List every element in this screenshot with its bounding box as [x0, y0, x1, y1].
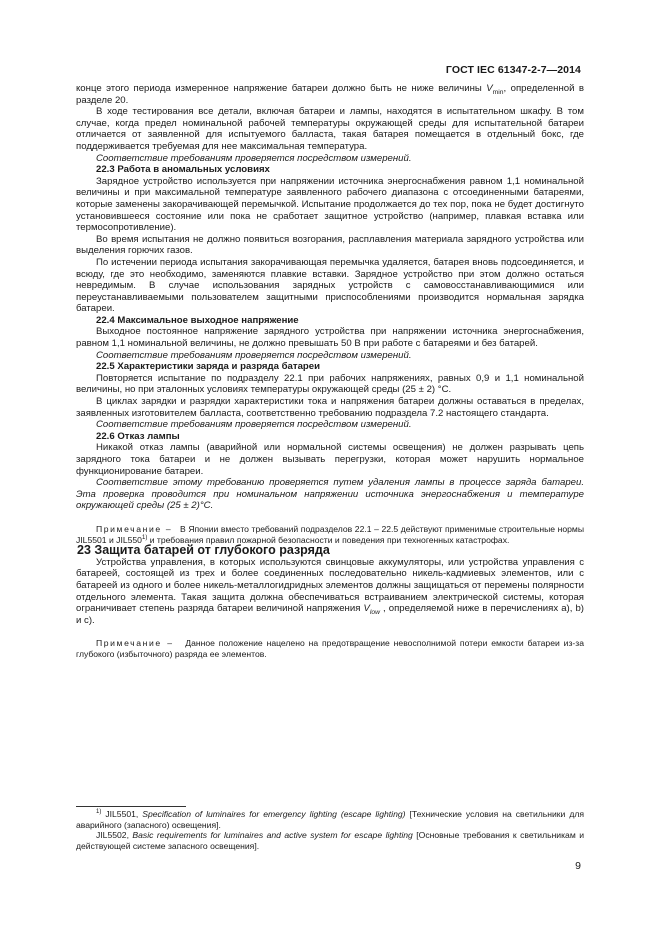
section-22-6-title: 22.6 Отказ лампы [96, 430, 180, 442]
section-22-3-title: 22.3 Работа в аномальных условиях [96, 164, 270, 176]
section-22-3-para-2: Во время испытания не должно появиться возгорания, расплавления материала зарядного устройства или выделения горючих газов. [76, 233, 584, 257]
section-22-5-para-2: В циклах зарядки и разрядки характеристики тока и напряжения батареи должны оставаться в пределах, заявленных изготовителем балласта, соответственно требованию подраздела 7.2 настоящего стандарта. [76, 396, 584, 419]
compliance-note: Соответствие требованиям проверяется посредством измерений. [96, 152, 412, 164]
document-body [76, 83, 584, 660]
section-23-heading: 23 Защита батарей от глубокого разряда [77, 543, 330, 558]
paragraph-test-cabinet: В ходе тестирования все детали, включая батареи и лампы, находятся в испытательном шкафу. В том случае, когда предел номинальной рабочей температуры окружающей среды для испытательной батареи отличается от заявленной для испытуемого балласта, такая батарея помещается в отдельный бокс, где поддерживается требуемая для нее максимальная температура. [76, 106, 584, 152]
note-deep-discharge: Примечание – Данное положение нацелено на предотвращение невосполнимой потери емкости батареи из-за глубокого (избыточного) разряда ее элементов. [76, 638, 584, 659]
footnotes [76, 809, 584, 851]
footnote-divider [76, 806, 186, 807]
section-22-4-title: 22.4 Максимальное выходное напряжение [96, 314, 299, 326]
footnote-2: JIL5502, Basic requirements for luminaires and active system for escape lighting [Основные требования к светильникам и действующей системе запасного освещения]. [76, 830, 584, 851]
paragraph-continuation: конце этого периода измеренное напряжение батареи должно быть не ниже величины $V_{min}$, определенной в разделе 20. [76, 83, 584, 106]
section-22-4-compliance: Соответствие требованиям проверяется посредством измерений. [96, 349, 412, 361]
page-number: 9 [575, 860, 581, 872]
section-22-4-para-1: Выходное постоянное напряжение зарядного устройства при напряжении источника энергоснабжения, равном 1,1 номинальной величины, не должно превышать 50 В при работе с батареями и без батарей. [76, 326, 584, 350]
section-22-5-title: 22.5 Характеристики заряда и разряда батареи [96, 361, 321, 373]
section-22-5-para-1: Повторяется испытание по подразделу 22.1 при рабочих напряжениях, равных 0,9 и 1,1 номинальной величины, но при эталонных условиях температуры окружающей среды (25 ± 2) °С. [76, 372, 584, 396]
section-22-6-compliance: Соответствие этому требованию проверяется путем удаления лампы в процессе заряда батареи. Эта проверка проводится при номинальном напряжении источника энергоснабжения и температуре окружающей среды (25 ± 2)°С. [76, 477, 584, 512]
footnote-1: $^{1)}$ JIL5501, Specification of luminaires for emergency lighting (escape lighting) [Технические условия на светильники для аварийного (запасного) освещения]. [76, 809, 584, 830]
section-22-5-compliance: Соответствие требованиям проверяется посредством измерений. [96, 419, 412, 431]
note-japan: Примечание – В Японии вместо требований подразделов 22.1 – 22.5 действуют применимые строительные нормы JIL5501 и JIL550$^{1)}$ и требования правил пожарной безопасности и поведения при техногенных катастрофах. [76, 523, 584, 545]
standard-code-header: ГОСТ IEC 61347-2-7—2014 [445, 64, 581, 76]
section-22-6-para-1: Никакой отказ лампы (аварийной или нормальной системы освещения) не должен разрывать цепь зарядного тока батареи и не должен вызывать перегрузки, которая может нарушить нормальное функционирование батареи. [76, 442, 584, 477]
section-22-3-para-1: Зарядное устройство используется при напряжении источника энергоснабжения равном 1,1 номинальной величины и при максимальной температуре заявленного рабочего диапазона с отсоединенными батареями, которые заменены закорачивающей перемычкой. Испытание продолжается до тех пор, пока не будет достигнуто установившееся состояние или пока не сработает защитное устройство (например, плавкая вставка или термосопротивление). [76, 175, 584, 234]
section-22-3-para-3: По истечении периода испытания закорачивающая перемычка удаляется, батарея вновь подсоединяется, и всюду, где это необходимо, заменяются плавкие вставки. Зарядное устройство при этом должно остаться невредимым. В случае использования зарядных устройств с самовосстанавливающимися или переустанавливаемыми пользователем защитными приспособлениями производится нормальная зарядка батареи. [76, 256, 584, 315]
section-23-para-1: Устройства управления, в которых используются свинцовые аккумуляторы, или устройства управления с батареей, состоящей из трех и более соединенных последовательно никель-кадмиевых элементов, или с батареей из одного и более никель-металлогидридных элементов должны защищаться от перемены полярности отдельного элемента. Такая защита должна обеспечиваться встраиванием электрической системы, которая ограничивает степень разряда батареи величиной напряжения $V_{low}$ , определяемой ниже в перечислениях а), b) и с). [76, 556, 584, 626]
